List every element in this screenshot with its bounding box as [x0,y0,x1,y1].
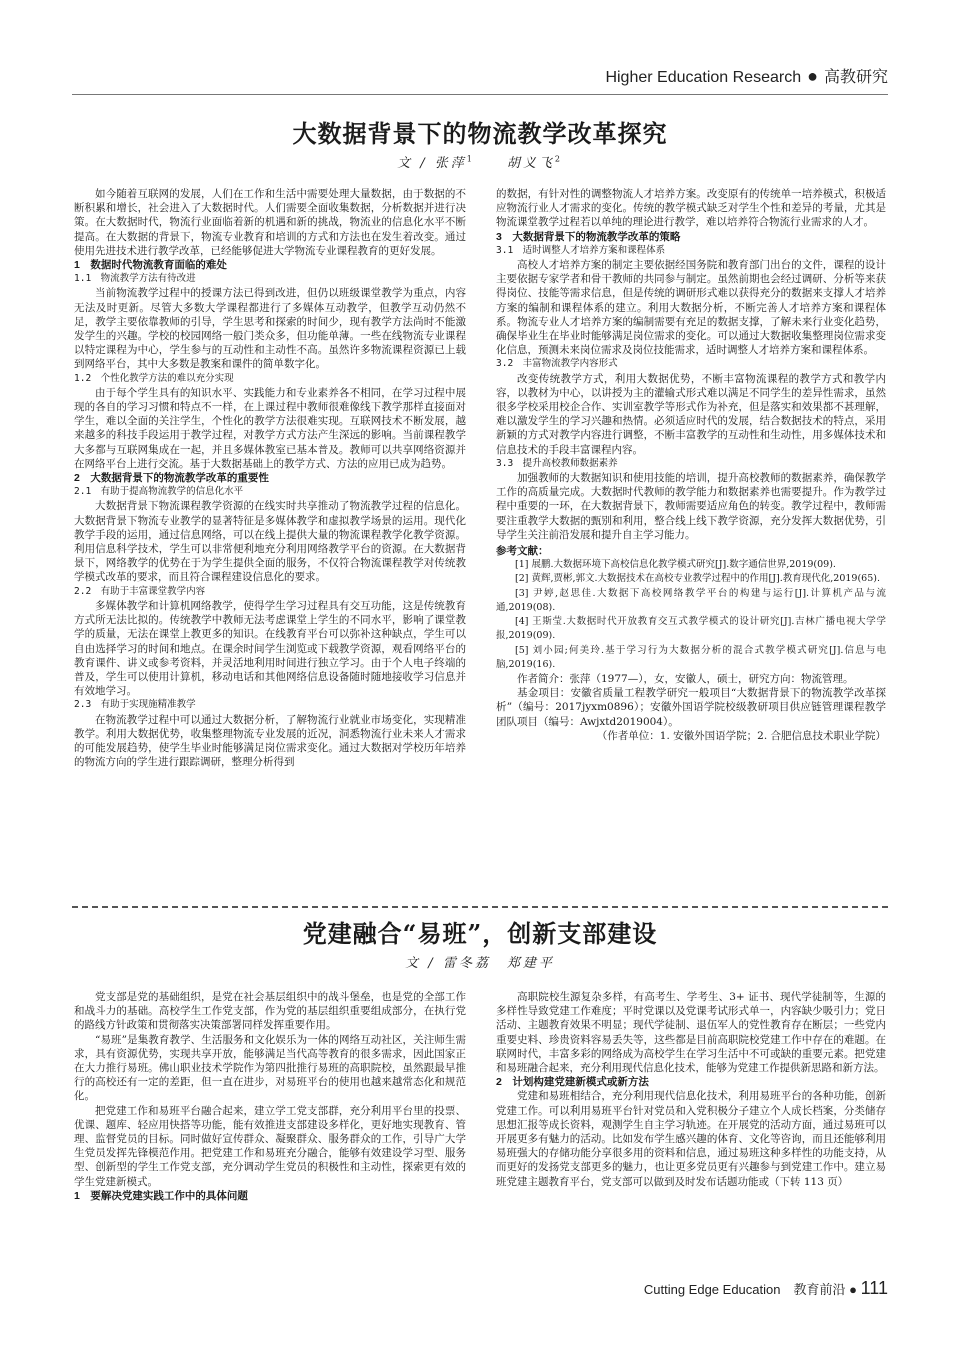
article1-byline [0,152,960,171]
subsection-heading: 3.2 丰富物流教学内容形式 [496,358,618,370]
header-journal-en: Higher Education Research [605,69,802,86]
paragraph: 由于每个学生具有的知识水平、实践能力和专业素养各不相同，在学习过程中展现的各自的学习习惯和特点不一样，在上课过程中教师很难像线下教学那样直接面对学生，难以全面的关注学生，个性化的教学方法很难实现。互联网技术不断发展，越来越多的科技手段运用于教学过程，对教学方式方法产生深远的影响。当前课程教学大多都与互联网集成在一起，并且多媒体教室已基本普及。教师可以共享网络资源并在网络平台上进行交流。基于大数据基础上的教学方式、方法的应用已成为趋势。 [74,386,466,470]
paragraph: 多媒体教学和计算机网络教学，使得学生学习过程具有交互功能，这是传统教育方式所无法比拟的。传统教学中教师无法考虑课堂上学生的不同水平，影响了课堂教学的质量，无法在课堂上教更多的知识。在线教育平台可以弥补这种缺点，学生可以自由选择学习的时间和地点。在课余时间学生浏览或下载教学资源，观看网络平台的教育课件、讲义或参考资料，并灵活地利用时间进行独立学习。由于个人电子终端的普及，学生可以使用计算机，移动电话和其他网络信息设备随时随地接收学习信息并有效地学习。 [74,599,466,698]
paragraph: 基金项目：安徽省质量工程教学研究一般项目“大数据背景下的物流教学改革探析”（编号：2017jyxm0896）；安徽外国语学院校级教研项目供应链管理课程教学团队项目（编号：Awjxtd2019004）。 [496,687,886,728]
running-footer [644,1278,888,1299]
subsection-heading: 2.1 有助于提高物流教学的信息化水平 [74,486,244,498]
article1-author1: 文 / 张萍 [397,156,467,171]
subsection-heading: 2.3 有助于实现施精准教学 [74,699,196,711]
subsection-heading: 1.1 物流教学方法有待改进 [74,273,196,285]
reference-item: [4] 王斯莹.大数据时代开放教育交互式教学模式的设计研究[J].吉林广播电视大学学报,2019(09). [496,616,886,642]
footer-journal-cn: 教育前沿 [793,1282,846,1297]
paragraph: 党建和易班相结合，充分利用现代信息化技术，利用易班平台的各种功能，创新党建工作。可以利用易班平台针对党员和入党积极分子建立个人成长档案，分类储存思想汇报等成长资料，观测学生自主学习轨迹。在开展党的活动方面，通过易班可以开展更多有魅力的活动。比如发布学生感兴趣的体育、文化等咨询，而且还能够利用易班强大的存储功能分享很多用的资料和信息，通过易班这种多样性的功能支持，从而更好的发扬党支部更多的魅力，也让更多党员更有兴趣参与到党建工作中。建立易班党建主题教育平台，党支部可以做到及时发布话题功能或（下转 113 页） [496,1090,886,1188]
paragraph: 党支部是党的基础组织，是党在社会基层组织中的战斗堡垒，也是党的全部工作和战斗力的基础。高校学生工作党支部，作为党的基层组织重要组成部分，在执行党的路线方针政策和贯彻落实决策部署同样发挥重要作用。 [74,991,466,1032]
paragraph: 大数据背景下物流课程教学资源的在线实时共享推动了物流教学过程的信息化。大数据背景下物流专业教学的显著特征是多媒体教学和虚拟教学场景的运用。现代化教学手段的运用，通过信息网络，可以在线上提供大量的物流课程教学化教学资源。利用信息科学技术，学生可以非常便利地充分利用网络教学平台的资源。在大数据背景下，网络教学的优势在于为学生提供全面的服务，不仅符合物流课程教学对传统教学模式改革的要求，而且符合课程建设信息化的要求。 [74,500,466,584]
footer-journal-en: Cutting Edge Education [643,1282,781,1297]
article2-title: 党建融合“易班”，创新支部建设 [302,919,658,948]
article1-left-column [74,187,466,769]
paragraph: 的数据，有针对性的调整物流人才培养方案。改变原有的传统单一培养模式，积极适应物流行业人才需求的变化。传统的教学模式缺乏对学生个性和差异的考量，尤其是物流课堂教学过程若以单纯的理论进行教学，难以培养符合物流行业需求的人才。 [496,188,886,229]
article2-byline: 文 / 雷冬荔 郑建平 [405,956,555,971]
subsection-heading: 3.3 提升高校教师数据素养 [496,457,618,469]
section-heading: 2 大数据背景下的物流教学改革的重要性 [74,472,269,485]
section-heading: 1 要解决党建实践工作中的具体问题 [74,1189,248,1202]
subsection-heading: 1.2 个性化教学方法的难以充分实现 [74,372,234,384]
bullet-icon: ● [807,66,818,86]
section-heading: 3 大数据背景下的物流教学改革的策略 [496,230,681,243]
running-header [0,60,960,88]
section-heading: 1 数据时代物流教育面临的难处 [74,259,227,272]
article-separator [72,906,888,908]
paragraph: “易班”是集教育教学、生活服务和文化娱乐为一体的网络互动社区，关注师生需求，具有资源优势，实现共享开放，能够满足当代高等教育的很多需求，因此国家正在大力推行易班。佛山职业技术学院作为第四批推行易班的高职院校，虽然跟最早推行的高校还有一定的差距，但一直在进步，对易班平台的使用也越来越常态化和规范化。 [74,1033,466,1103]
references-heading: 参考文献： [496,545,549,558]
header-rule [72,94,888,95]
paragraph: 如今随着互联网的发展，人们在工作和生活中需要处理大量数据，由于数据的不断积累和增长，社会进入了大数据时代。人们需要全面收集数据，分析数据并进行决策。在大数据时代，物流行业面临着新的机遇和新的挑战，物流业的信息化水平不断提高。在大数据的背景下，物流专业教育和培训的方式和方法也在发生着改变。通过使用先进技术进行教学改革，已经能够促进大学物流专业课程教育的更好发展。 [74,188,466,257]
article1-right-column [496,187,886,743]
reference-item: [1] 展鹏.大数据环境下高校信息化教学模式研究[J].数字通信世界,2019(09). [515,559,836,571]
paragraph: 在物流教学过程中可以通过大数据分析，了解物流行业就业市场变化，实现精准教学。利用大数据优势，收集整理物流专业发展的近况，洞悉物流行业未来人才需求的可能发展趋势，使学生毕业时能够满足岗位需求变化。通过大数据对学校历年培养的物流方向的学生进行跟踪调研，整理分析得到 [74,713,466,769]
reference-item: [3] 尹婷,赵思佳.大数据下高校网络教学平台的构建与运行[J].计算机产品与流通,2019(08). [496,587,886,613]
subsection-heading: 3.1 适时调整人才培养方案和课程体系 [496,244,666,256]
section-heading: 2 计划构建党建新模式或新方法 [496,1076,649,1089]
article1-author2: 胡义飞 [506,156,555,171]
page-number: 111 [860,1278,888,1298]
header-journal-cn: 高教研究 [823,69,888,86]
paragraph: 加强教师的大数据知识和使用技能的培训，提升高校教师的数据素养，确保教学工作的高质量完成。大数据时代教师的教学能力和数据素养也需要提升。作为教学过程中重要的一环，在大数据背景下，教师需要适应角色的转变。教学过程中，教师需要注重教学大数据的甄别和利用，整合线上线下教学资源，充分发挥大数据优势，引导学生关注前沿发展和提升自主学习能力。 [496,472,886,541]
paragraph: 当前物流教学过程中的授课方法已得到改进，但仍以班级课堂教学为重点，内容无法及时更新。尽管大多数大学课程都进行了多媒体互动教学，但教学互动仍然不足，教学主要依靠教师的引导，学生思考和探索的时间少，现有教学方法尚时不能激发学生的兴趣。学校的校园网络一般门类众多，但功能单薄。一些在线物流专业课程以特定课程为中心，学生参与的互动性和主动性不高。虽然许多物流课程资源已上载到网络平台，其中大多数是教案和课件的简单数字化。 [74,287,466,371]
reference-item: [5] 刘小园;何美玲.基于学习行为大数据分析的混合式教学模式研究[J].信息与电脑,2019(16). [496,644,886,670]
article2-left-column [74,990,466,1203]
paragraph: 把党建工作和易班平台融合起来，建立学工党支部群，充分利用平台里的投票、优课、题库、轻应用快搭等功能，能有效推进支部建设多样化，更好地实现教育、管理、监督党员的目标。同时做好宣传群众、凝聚群众、服务群众的工作，引导广大学生党员发挥先锋模范作用。把党建工作和易班充分融合，能够有效建设学习型、服务型、创新型的学生工作党支部，充分调动学生党员的积极性和主动性，探索更有效的学生党建新模式。 [74,1104,466,1188]
article1-sup2: 2 [554,154,563,164]
affiliation-line: （作者单位：1. 安徽外国语学院；2. 合肥信息技术职业学院） [596,729,886,742]
paragraph: 高校人才培养方案的制定主要依据经国务院和教育部门出台的文件，课程的设计主要依据专家学者和骨干教师的共同参与制定。虽然前期也会经过调研、分析等来获得岗位、技能等需求信息，但是传统的调研形式难以获得充分的数据来支撑人才培养方案的编制和课程体系的建立。利用大数据分析，不断完善人才培养方案和课程体系。物流专业人才培养方案的编制需要有充足的数据支撑，了解未来行业变化趋势，确保毕业生在毕业时能够满足岗位需求的变化。可以通过大数据收集整理岗位需求变化信息，预测未来岗位需求及岗位技能需求，适时调整人才培养方案和课程体系。 [496,259,886,357]
article2-right-column [496,990,886,1189]
paragraph: 高职院校生源复杂多样，有高考生、学考生、3+ 证书、现代学徒制等，生源的多样性导致党建工作难度；平时党课以及党课考试形式单一，内容缺少吸引力；党日活动、主题教育效果不明显；现代学徒制、退伍军人的党性教育存在断层；一些党内重要史料、珍贵资料容易丢失等，这些都是目前高职院校党建工作中存在的难题。在联网时代，丰富多彩的网络成为高校学生在学习生活中不可或缺的重要元素。把党建和易班融合起来，充分利用现代信息化技术，能够为党建工作提供新思路和新方法。 [496,991,886,1075]
paragraph: 改变传统教学方式，利用大数据优势，不断丰富物流课程的教学方式和教学内容，以教材为中心，以讲授为主的灌输式形式难以满足不同学生的差异性需求，虽然很多学校采用校企合作、实训室教学等形式作为补充，但是落实和效果都不甚理解，难以激发学生的学习兴趣和热情。必须适应时代的发展，结合数据技术的特点，采用新颖的方式对教学内容进行调整，不断丰富教学的互动性和生动性，用多媒体技术和信息技术的手段丰富课程内容。 [496,372,886,456]
article1-sup1: 1 [466,154,475,164]
header-text [605,64,888,87]
subsection-heading: 2.2 有助于丰富课堂教学内容 [74,585,206,597]
bullet-icon: ● [849,1282,857,1297]
article1-title: 大数据背景下的物流教学改革探究 [292,119,668,148]
reference-item: [2] 黄辉,贾彬,郭文.大数据技术在高校专业教学过程中的作用[J].教育现代化,2019(65). [515,573,880,585]
paragraph: 作者简介：张萍（1977—），女，安徽人，硕士，研究方向：物流管理。 [517,672,854,685]
